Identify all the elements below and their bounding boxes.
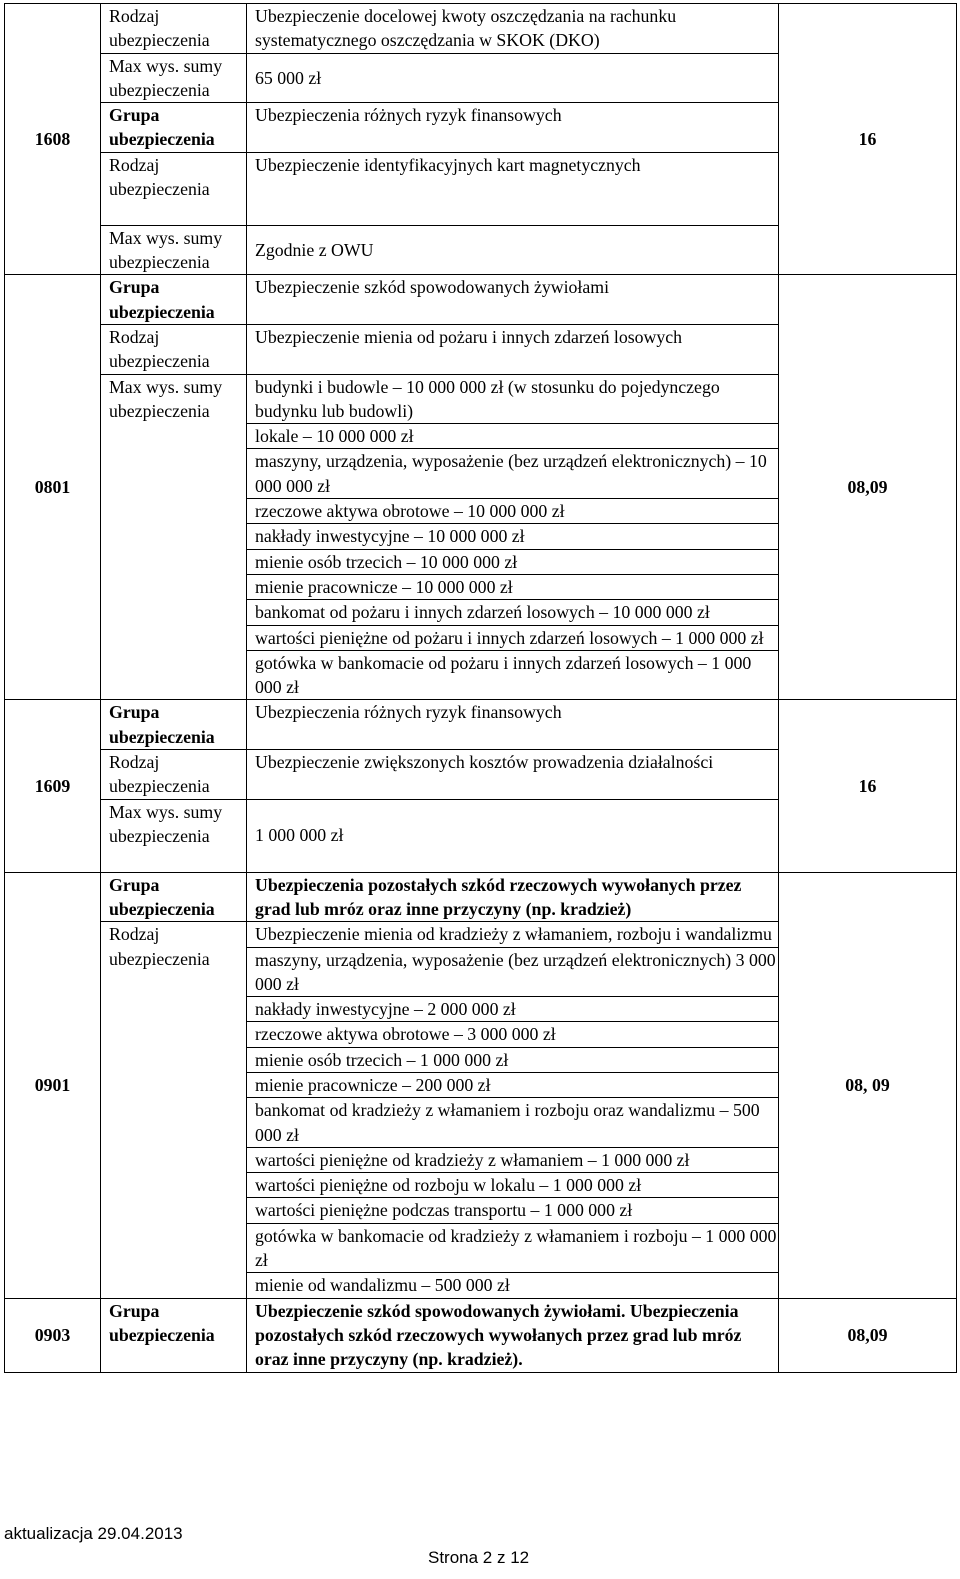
row-label: Max wys. sumy ubezpieczenia <box>101 225 247 275</box>
row-value: Ubezpieczenie szkód spowodowanych żywiołami. Ubezpieczenia pozostałych szkód rzeczowych wywołanych przez grad lub mróz oraz inne przyczyny (np. kradzież). <box>247 1298 779 1372</box>
row-label: Rodzaj ubezpieczenia <box>101 152 247 225</box>
limit-item: maszyny, urządzenia, wyposażenie (bez urządzeń elektronicznych) 3 000 000 zł <box>247 947 779 997</box>
row-label: Grupa ubezpieczenia <box>101 103 247 153</box>
row-value: Ubezpieczenie mienia od pożaru i innych zdarzeń losowych <box>247 324 779 374</box>
row-label: Max wys. sumy ubezpieczenia <box>101 799 247 872</box>
page-number: Strona 2 z 12 <box>428 1548 530 1567</box>
table-row <box>5 275 957 325</box>
insurance-classes: 08, 09 <box>779 872 957 1298</box>
row-label: Rodzaj ubezpieczenia <box>101 4 247 54</box>
row-value: Ubezpieczenia różnych ryzyk finansowych <box>247 700 779 750</box>
section-code: 0901 <box>5 872 101 1298</box>
limit-item: mienie pracownicze – 10 000 000 zł <box>247 574 779 599</box>
limit-item: mienie od wandalizmu – 500 000 zł <box>247 1273 779 1298</box>
table-row <box>5 700 957 750</box>
row-label: Rodzaj ubezpieczenia <box>101 750 247 800</box>
row-value: Ubezpieczenie identyfikacyjnych kart magnetycznych <box>247 152 779 225</box>
update-date: aktualizacja 29.04.2013 <box>4 1524 183 1543</box>
limit-item: Ubezpieczenie mienia od kradzieży z włamaniem, rozboju i wandalizmu <box>247 922 779 947</box>
row-value: 65 000 zł <box>247 53 779 103</box>
insurance-classes: 16 <box>779 4 957 275</box>
limit-item: rzeczowe aktywa obrotowe – 10 000 000 zł <box>247 499 779 524</box>
limit-item: nakłady inwestycyjne – 2 000 000 zł <box>247 997 779 1022</box>
limit-item: maszyny, urządzenia, wyposażenie (bez urządzeń elektronicznych) – 10 000 000 zł <box>247 449 779 499</box>
insurance-classes: 08,09 <box>779 275 957 700</box>
table-row <box>5 4 957 54</box>
limit-item: wartości pieniężne od kradzieży z włamaniem – 1 000 000 zł <box>247 1147 779 1172</box>
row-label: Max wys. sumy ubezpieczenia <box>101 53 247 103</box>
section-code: 0801 <box>5 275 101 700</box>
row-value: 1 000 000 zł <box>247 799 779 872</box>
insurance-classes: 16 <box>779 700 957 872</box>
row-value: Ubezpieczenie szkód spowodowanych żywiołami <box>247 275 779 325</box>
limit-item: wartości pieniężne od rozboju w lokalu – 1 000 000 zł <box>247 1173 779 1198</box>
table-row <box>5 1298 957 1372</box>
table-row <box>5 872 957 922</box>
limit-item: wartości pieniężne od pożaru i innych zdarzeń losowych – 1 000 000 zł <box>247 625 779 650</box>
limit-item: gotówka w bankomacie od pożaru i innych zdarzeń losowych – 1 000 000 zł <box>247 650 779 700</box>
limit-item: bankomat od kradzieży z włamaniem i rozboju oraz wandalizmu – 500 000 zł <box>247 1098 779 1148</box>
limit-item: lokale – 10 000 000 zł <box>247 424 779 449</box>
section-code: 1608 <box>5 4 101 275</box>
limit-item: mienie osób trzecich – 10 000 000 zł <box>247 549 779 574</box>
limit-item: gotówka w bankomacie od kradzieży z włamaniem i rozboju – 1 000 000 zł <box>247 1223 779 1273</box>
limit-item: nakłady inwestycyjne – 10 000 000 zł <box>247 524 779 549</box>
row-value: Ubezpieczenia pozostałych szkód rzeczowych wywołanych przez grad lub mróz oraz inne przyczyny (np. kradzież) <box>247 872 779 922</box>
row-value: Ubezpieczenie zwiększonych kosztów prowadzenia działalności <box>247 750 779 800</box>
row-label: Grupa ubezpieczenia <box>101 275 247 325</box>
row-label: Grupa ubezpieczenia <box>101 700 247 750</box>
section-code: 1609 <box>5 700 101 872</box>
insurance-classes: 08,09 <box>779 1298 957 1372</box>
row-label: Grupa ubezpieczenia <box>101 872 247 922</box>
row-label: Grupa ubezpieczenia <box>101 1298 247 1372</box>
insurance-table <box>4 3 957 1373</box>
insurance-table-body <box>5 4 957 1373</box>
limit-item: rzeczowe aktywa obrotowe – 3 000 000 zł <box>247 1022 779 1047</box>
limit-item: mienie osób trzecich – 1 000 000 zł <box>247 1047 779 1072</box>
limit-item: mienie pracownicze – 200 000 zł <box>247 1072 779 1097</box>
row-label: Rodzaj ubezpieczenia <box>101 324 247 374</box>
row-value: Ubezpieczenie docelowej kwoty oszczędzania na rachunku systematycznego oszczędzania w SKOK (DKO) <box>247 4 779 54</box>
limit-item: bankomat od pożaru i innych zdarzeń losowych – 10 000 000 zł <box>247 600 779 625</box>
row-label: Rodzaj ubezpieczenia <box>101 922 247 1298</box>
row-value: Zgodnie z OWU <box>247 225 779 275</box>
limit-item: wartości pieniężne podczas transportu – 1 000 000 zł <box>247 1198 779 1223</box>
section-code: 0903 <box>5 1298 101 1372</box>
limit-item: budynki i budowle – 10 000 000 zł (w stosunku do pojedynczego budynku lub budowli) <box>247 374 779 424</box>
row-label: Max wys. sumy ubezpieczenia <box>101 374 247 700</box>
row-value: Ubezpieczenia różnych ryzyk finansowych <box>247 103 779 153</box>
